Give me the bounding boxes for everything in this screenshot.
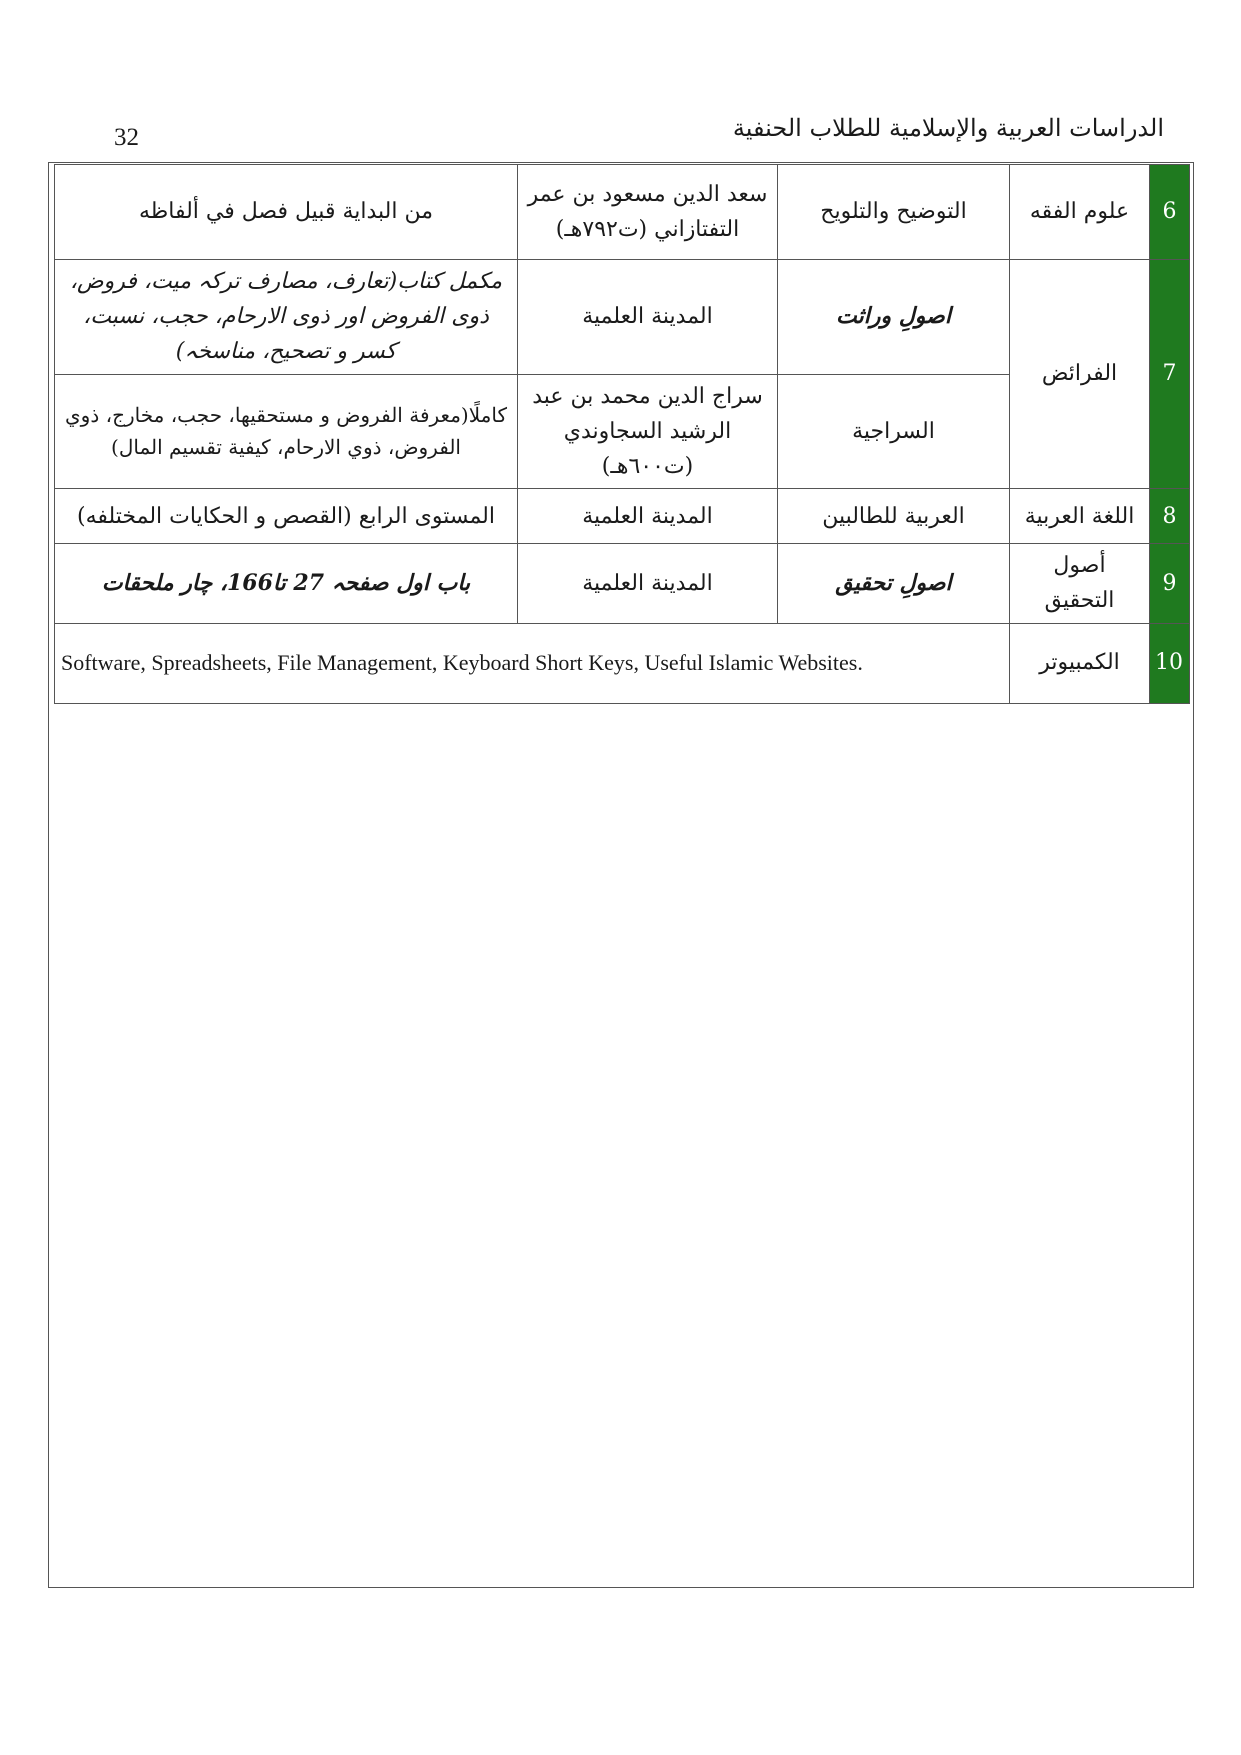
syllabus-cell: مکمل کتاب(تعارف، مصارف ترکہ میت، فروض، ذوی الفروض اور ذوی الارحام، حجب، نسبت، کسر و تصحیح، مناسخہ) [55,260,518,375]
author-cell: المدينة العلمية [518,260,778,375]
table-row [55,165,1190,260]
syllabus-cell: من البداية قبيل فصل في ألفاظه [55,165,518,260]
page-number: 32 [114,124,139,151]
book-cell: العربية للطالبين [778,489,1010,544]
subject-cell: الفرائض [1010,260,1150,489]
subject-cell: الكمبيوتر [1010,623,1150,703]
syllabus-cell: باب اول صفحہ 27 تا166، چار ملحقات [55,544,518,623]
author-cell: سراج الدين محمد بن عبد الرشيد السجاوندي (ت٦٠٠هـ) [518,374,778,489]
table-row [55,623,1190,703]
row-number: 6 [1150,165,1190,260]
syllabus-cell: كاملًا(معرفة الفروض و مستحقيها، حجب، مخارج، ذوي الفروض، ذوي الارحام، كيفية تقسيم المال) [55,374,518,489]
book-cell: السراجية [778,374,1010,489]
author-cell: المدينة العلمية [518,489,778,544]
curriculum-table [54,164,1190,704]
subject-cell: اللغة العربية [1010,489,1150,544]
subject-cell: أصول التحقيق [1010,544,1150,623]
row-number: 8 [1150,489,1190,544]
book-cell: اصولِ وراثت [778,260,1010,375]
running-title: الدراسات العربية والإسلامية للطلاب الحنفية [732,114,1164,142]
author-cell: المدينة العلمية [518,544,778,623]
row-number: 7 [1150,260,1190,489]
table-row [55,260,1190,375]
subject-cell: علوم الفقه [1010,165,1150,260]
syllabus-cell: المستوى الرابع (القصص و الحكايات المختلفه) [55,489,518,544]
book-cell: التوضيح والتلويح [778,165,1010,260]
row-number: 9 [1150,544,1190,623]
row-number: 10 [1150,623,1190,703]
author-cell: سعد الدين مسعود بن عمر التفتازاني (ت٧٩٢هـ) [518,165,778,260]
book-cell: اصولِ تحقیق [778,544,1010,623]
table-row [55,489,1190,544]
syllabus-cell: Software, Spreadsheets, File Management, Keyboard Short Keys, Useful Islamic Websites. [55,623,1010,703]
table-row [55,544,1190,623]
